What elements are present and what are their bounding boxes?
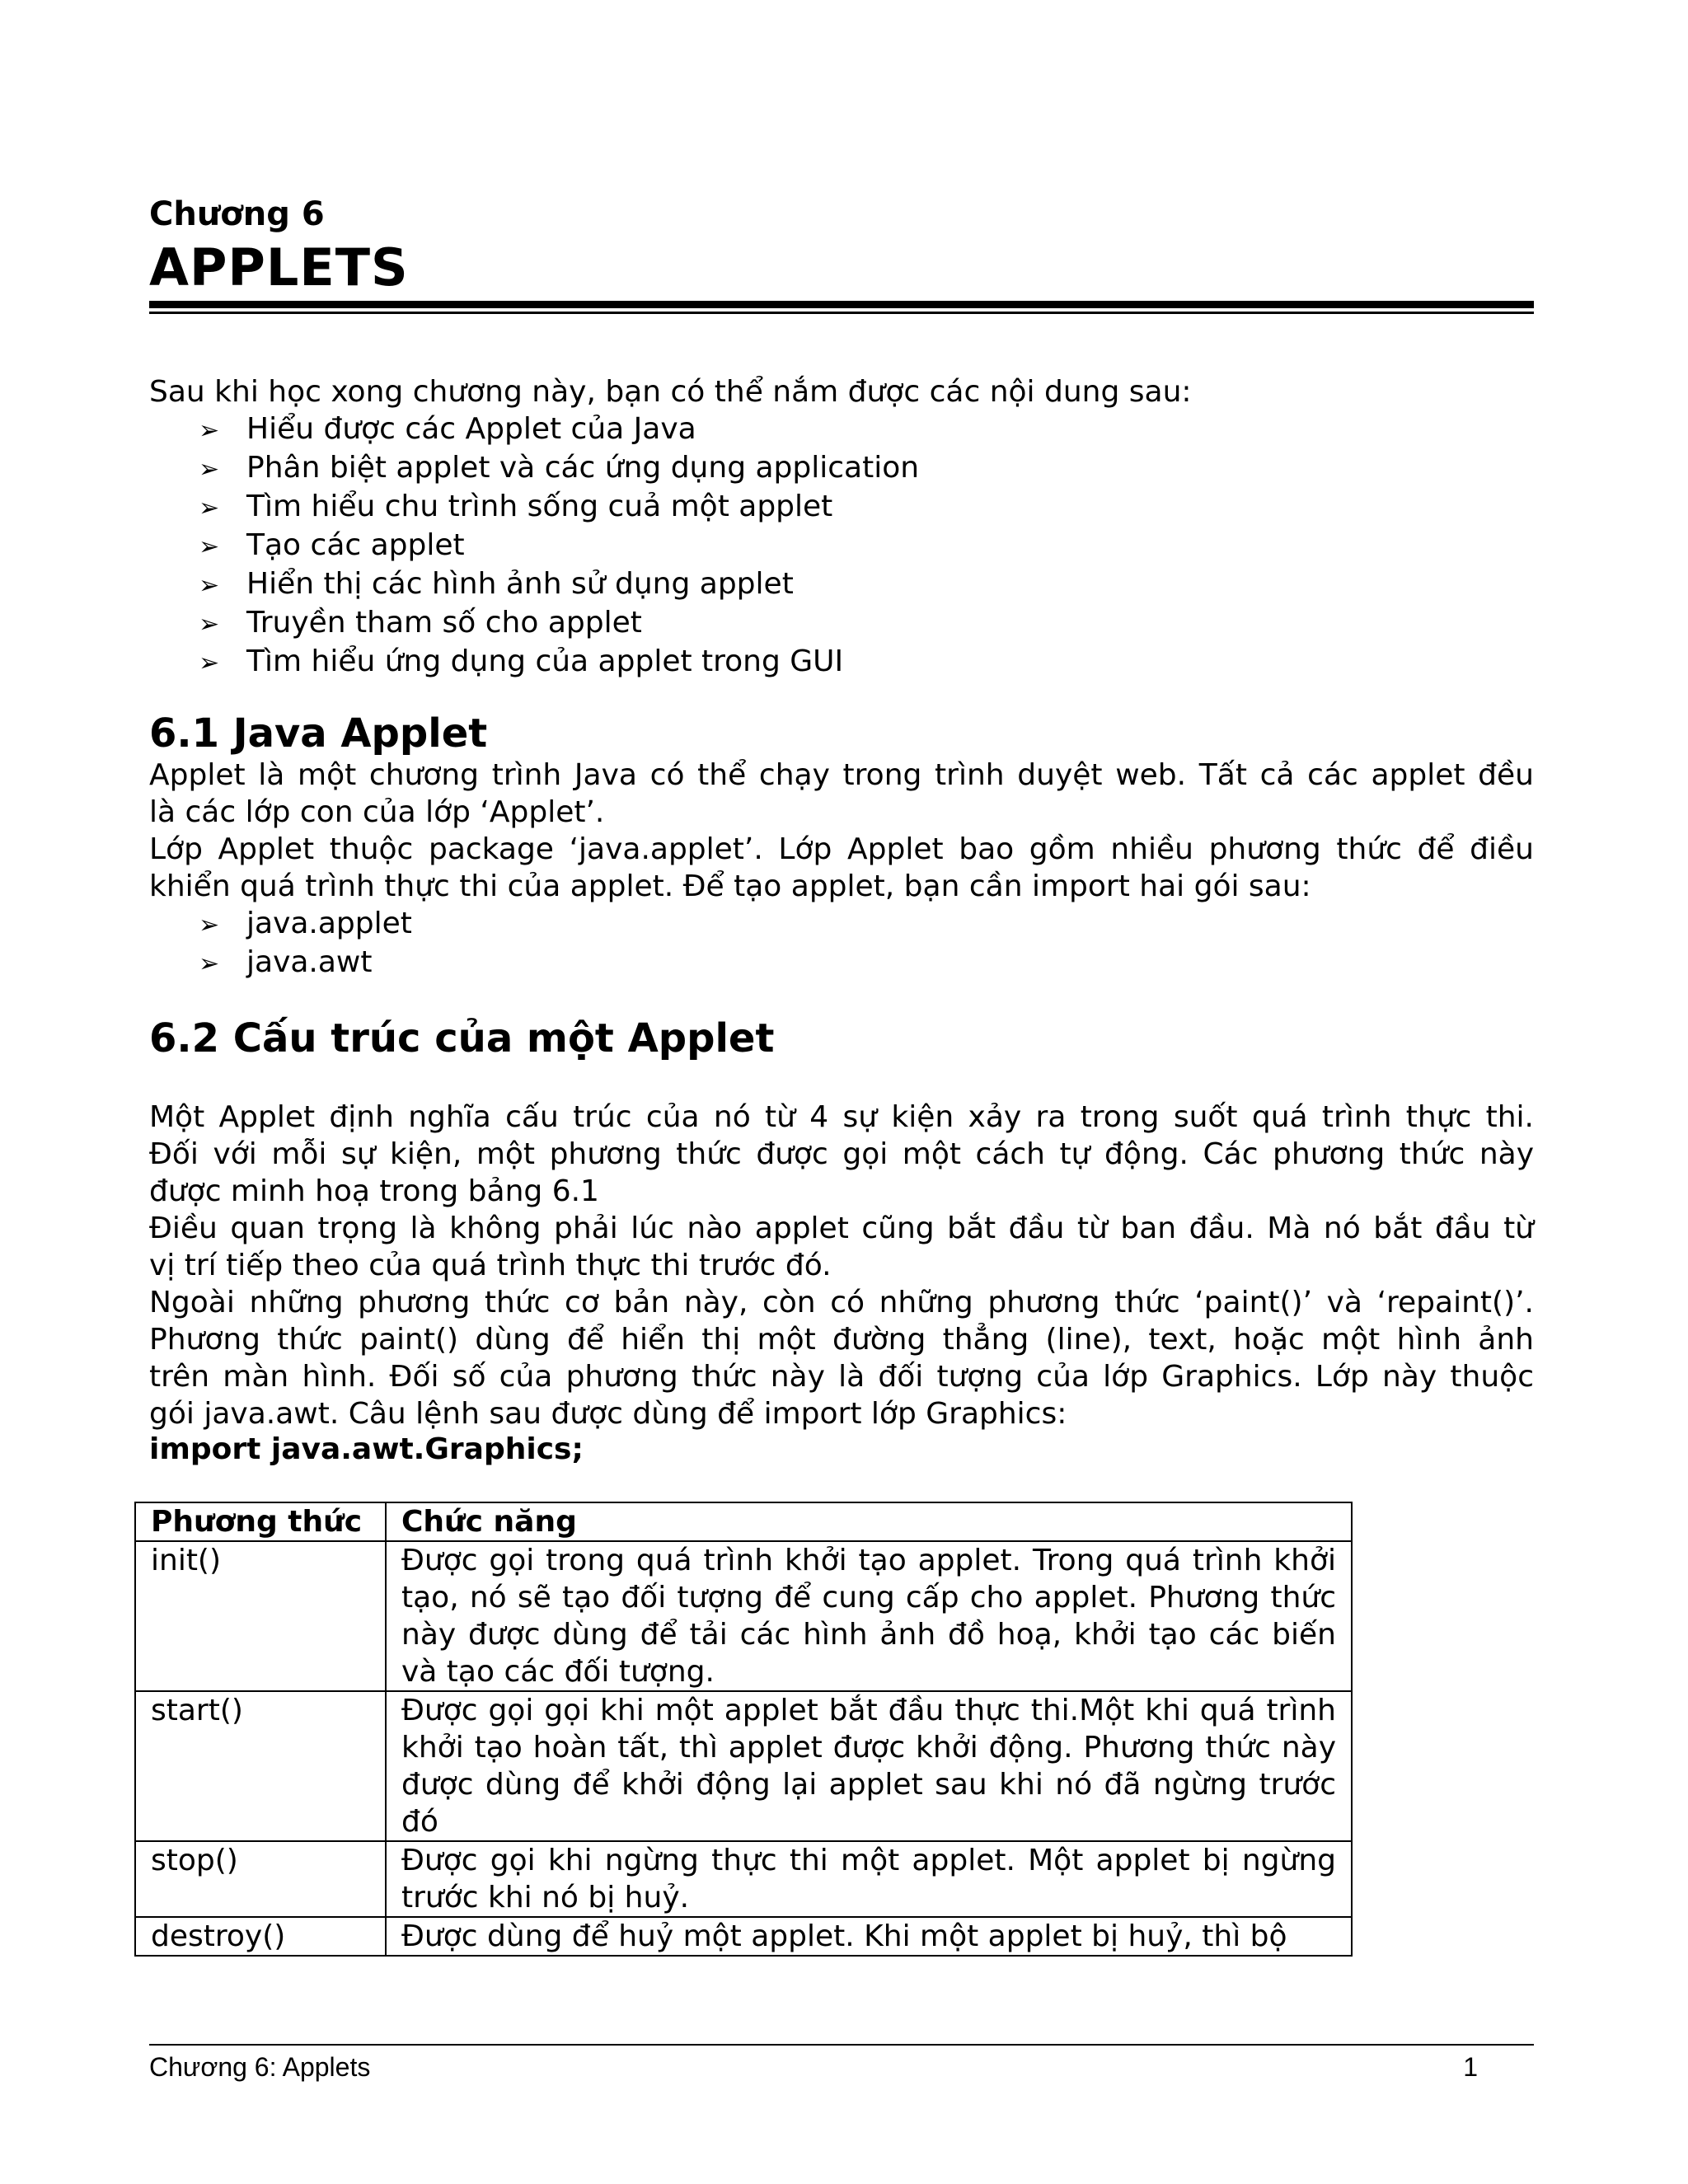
title-rule-thin xyxy=(149,312,1534,314)
table-header-row xyxy=(135,1502,1352,1541)
table-row xyxy=(135,1917,1352,1956)
method-cell: init() xyxy=(135,1541,386,1691)
footer-rule xyxy=(149,2044,1534,2046)
packages-list xyxy=(199,905,412,982)
method-cell: stop() xyxy=(135,1841,386,1917)
column-header-method: Phương thức xyxy=(135,1502,386,1541)
text-line: Lớp Applet thuộc package ‘java.applet’. Lớp Applet bao gồm nhiều phương thức để điều xyxy=(149,832,1534,866)
list-item: ➢ Tìm hiểu chu trình sống cuả một applet xyxy=(199,488,919,527)
arrow-bullet-icon: ➢ xyxy=(199,416,220,445)
list-item: ➢ java.awt xyxy=(199,944,412,982)
text-line: Đối với mỗi sự kiện, một phương thức được gọi một cách tự động. Các phương thức này xyxy=(149,1137,1534,1171)
description-cell: Được gọi gọi khi một applet bắt đầu thực thi.Một khi quá trình khởi tạo hoàn tất, thì applet được khởi động. Phương thức này được dùng để khởi động lại applet sau khi nó đã ngừng trước đó xyxy=(386,1691,1352,1841)
table-row xyxy=(135,1541,1352,1691)
arrow-bullet-icon: ➢ xyxy=(199,532,220,561)
text-line: trên màn hình. Đối số của phương thức này là đối tượng của lớp Graphics. Lớp này thuộc xyxy=(149,1360,1534,1394)
arrow-bullet-icon: ➢ xyxy=(199,610,220,639)
table-row xyxy=(135,1691,1352,1841)
applet-methods-table xyxy=(134,1502,1353,1957)
column-header-function: Chức năng xyxy=(386,1502,1352,1541)
page-number: 1 xyxy=(1463,2052,1478,2082)
text-line: được minh hoạ trong bảng 6.1 xyxy=(149,1174,599,1208)
list-item: ➢ Phân biệt applet và các ứng dụng application xyxy=(199,449,919,488)
section2-paragraph xyxy=(149,1099,1534,1432)
title-rule-thick xyxy=(149,301,1534,308)
arrow-bullet-icon: ➢ xyxy=(199,571,220,600)
text-line: khiển quá trình thực thi của applet. Để tạo applet, bạn cần import hai gói sau: xyxy=(149,869,1311,903)
table-row xyxy=(135,1841,1352,1917)
list-item: ➢ Hiển thị các hình ảnh sử dụng applet xyxy=(199,565,919,604)
description-cell: Được gọi trong quá trình khởi tạo applet. Trong quá trình khởi tạo, nó sẽ tạo đối tượng để cung cấp cho applet. Phương thức này được dùng để tải các hình ảnh đồ hoạ, khởi tạo các biến và tạo các đối tượng. xyxy=(386,1541,1352,1691)
text-line: gói java.awt. Câu lệnh sau được dùng để import lớp Graphics: xyxy=(149,1397,1067,1431)
intro-text xyxy=(149,373,1534,410)
text-line: Điều quan trọng là không phải lúc nào applet cũng bắt đầu từ ban đầu. Mà nó bắt đầu từ xyxy=(149,1212,1534,1245)
text-line: Ngoài những phương thức cơ bản này, còn có những phương thức ‘paint()’ và ‘repaint()’. xyxy=(149,1286,1534,1319)
method-cell: destroy() xyxy=(135,1917,386,1956)
list-item: ➢ Tạo các applet xyxy=(199,527,919,565)
import-statement: import java.awt.Graphics; xyxy=(149,1432,584,1466)
text-line: Applet là một chương trình Java có thể chạy trong trình duyệt web. Tất cả các applet đều xyxy=(149,758,1534,792)
chapter-title: APPLETS xyxy=(149,237,409,298)
text-line: vị trí tiếp theo của quá trình thực thi trước đó. xyxy=(149,1249,832,1282)
list-item: ➢ Hiểu được các Applet của Java xyxy=(199,410,919,449)
intro-line: Sau khi học xong chương này, bạn có thể nắm được các nội dung sau: xyxy=(149,375,1192,409)
chapter-label: Chương 6 xyxy=(149,195,325,233)
description-cell: Được gọi khi ngừng thực thi một applet. Một applet bị ngừng trước khi nó bị huỷ. xyxy=(386,1841,1352,1917)
list-item: ➢ java.applet xyxy=(199,905,412,944)
text-line: là các lớp con của lớp ‘Applet’. xyxy=(149,795,605,829)
text-line: Một Applet định nghĩa cấu trúc của nó từ 4 sự kiện xảy ra trong suốt quá trình thực thi. xyxy=(149,1100,1534,1134)
section-heading-java-applet: 6.1 Java Applet xyxy=(149,710,488,757)
arrow-bullet-icon: ➢ xyxy=(199,949,220,978)
section1-paragraph xyxy=(149,757,1534,905)
list-item: ➢ Tìm hiểu ứng dụng của applet trong GUI xyxy=(199,643,919,682)
objectives-list xyxy=(199,410,919,682)
arrow-bullet-icon: ➢ xyxy=(199,649,220,677)
footer-chapter-title: Chương 6: Applets xyxy=(149,2052,371,2082)
arrow-bullet-icon: ➢ xyxy=(199,455,220,484)
arrow-bullet-icon: ➢ xyxy=(199,911,220,940)
list-item: ➢ Truyền tham số cho applet xyxy=(199,604,919,643)
text-line: Phương thức paint() dùng để hiển thị một đường thẳng (line), text, hoặc một hình ảnh xyxy=(149,1323,1534,1357)
arrow-bullet-icon: ➢ xyxy=(199,494,220,523)
description-cell: Được dùng để huỷ một applet. Khi một applet bị huỷ, thì bộ xyxy=(386,1917,1352,1956)
section-heading-applet-structure: 6.2 Cấu trúc của một Applet xyxy=(149,1015,775,1062)
method-cell: start() xyxy=(135,1691,386,1841)
